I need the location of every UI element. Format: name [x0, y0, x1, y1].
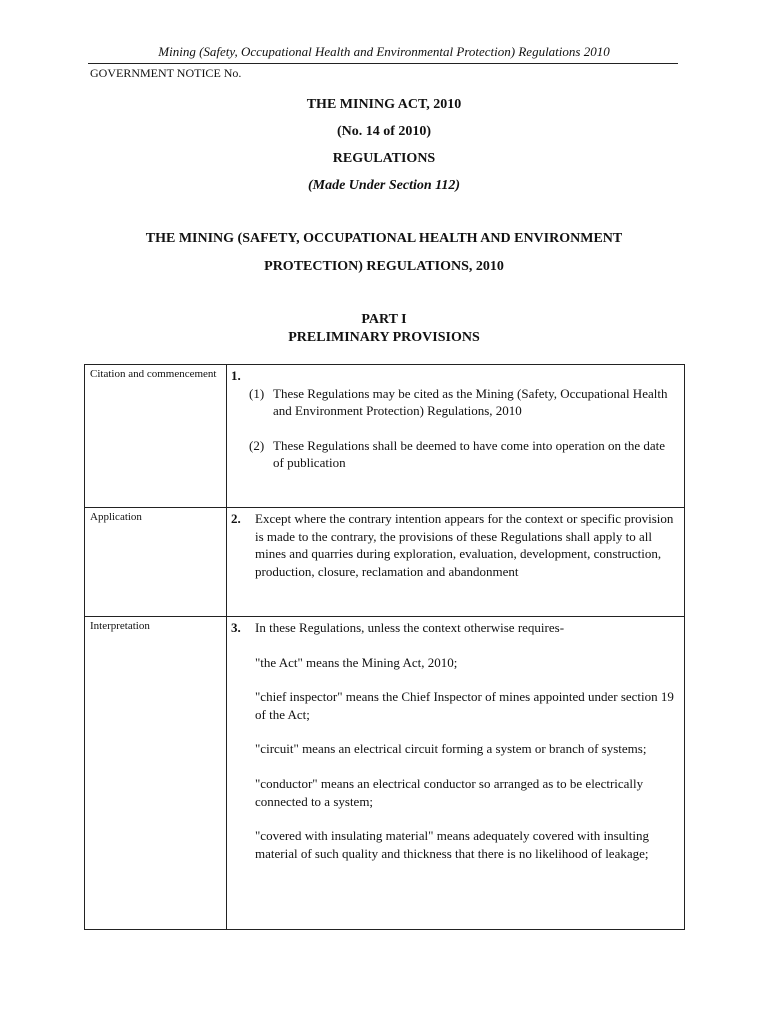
subsection-text: These Regulations may be cited as the Mining (Safety, Occupational Health and Environment Protection) Regulations, 2010	[273, 385, 668, 419]
definition: "conductor" means an electrical conductor so arranged as to be electrically connected to a system;	[255, 775, 644, 809]
definition: "covered with insulating material" means adequately covered with insulting material of such quality and thickness that there is no likelihood of leakage;	[255, 828, 649, 861]
margin-note-cell	[85, 617, 227, 930]
regulation-number: 2.	[231, 511, 241, 526]
provision-body	[227, 617, 685, 930]
subsection-number: (1)	[249, 385, 265, 401]
provisions-table	[84, 364, 685, 930]
provision-body	[227, 508, 685, 617]
act-title: THE MINING ACT, 2010	[306, 97, 462, 112]
subsection	[249, 385, 676, 420]
header-rule	[88, 63, 678, 64]
margin-note: Application	[90, 511, 142, 523]
margin-note: Citation and commencement	[90, 368, 217, 380]
definition: "the Act" means the Mining Act, 2010;	[255, 654, 458, 670]
margin-note-cell	[85, 508, 227, 617]
interpretation-intro: In these Regulations, unless the context otherwise requires-	[255, 620, 565, 635]
regulation-text: Except where the contrary intention appears for the context or specific provision is made to the contrary, the provisions of these Regulations shall apply to all mines and quarries during exploration, evaluation, development, construction, production, closure, reclamation and abandonment	[255, 511, 674, 579]
provision-body	[227, 365, 685, 508]
regulation-number: 3.	[231, 620, 241, 635]
doc-type: REGULATIONS	[332, 151, 436, 166]
provision-row-interpretation	[85, 617, 685, 930]
part-title: PRELIMINARY PROVISIONS	[288, 330, 480, 345]
provision-row-application	[85, 508, 685, 617]
made-under: (Made Under Section 112)	[307, 178, 461, 193]
act-number: (No. 14 of 2010)	[336, 124, 432, 139]
regulations-title-line1: THE MINING (SAFETY, OCCUPATIONAL HEALTH AND ENVIRONMENT	[145, 231, 623, 246]
definition: "chief inspector" means the Chief Inspector of mines appointed under section 19 of the Act;	[255, 689, 674, 722]
subsection-text: These Regulations shall be deemed to have come into operation on the date of publication	[273, 437, 666, 471]
government-notice: GOVERNMENT NOTICE No.	[90, 66, 242, 80]
margin-note-cell	[85, 365, 227, 508]
part-label: PART I	[361, 312, 407, 327]
regulations-title-line2: PROTECTION) REGULATIONS, 2010	[264, 259, 504, 274]
definition: "circuit" means an electrical circuit forming a system or branch of systems;	[255, 741, 647, 757]
running-header: Mining (Safety, Occupational Health and Environmental Protection) Regulations 2010	[158, 44, 610, 59]
subsection	[249, 437, 676, 472]
margin-note: Interpretation	[90, 620, 150, 632]
regulation-number: 1.	[231, 368, 241, 383]
provision-row-citation	[85, 365, 685, 508]
subsection-number: (2)	[249, 437, 265, 453]
